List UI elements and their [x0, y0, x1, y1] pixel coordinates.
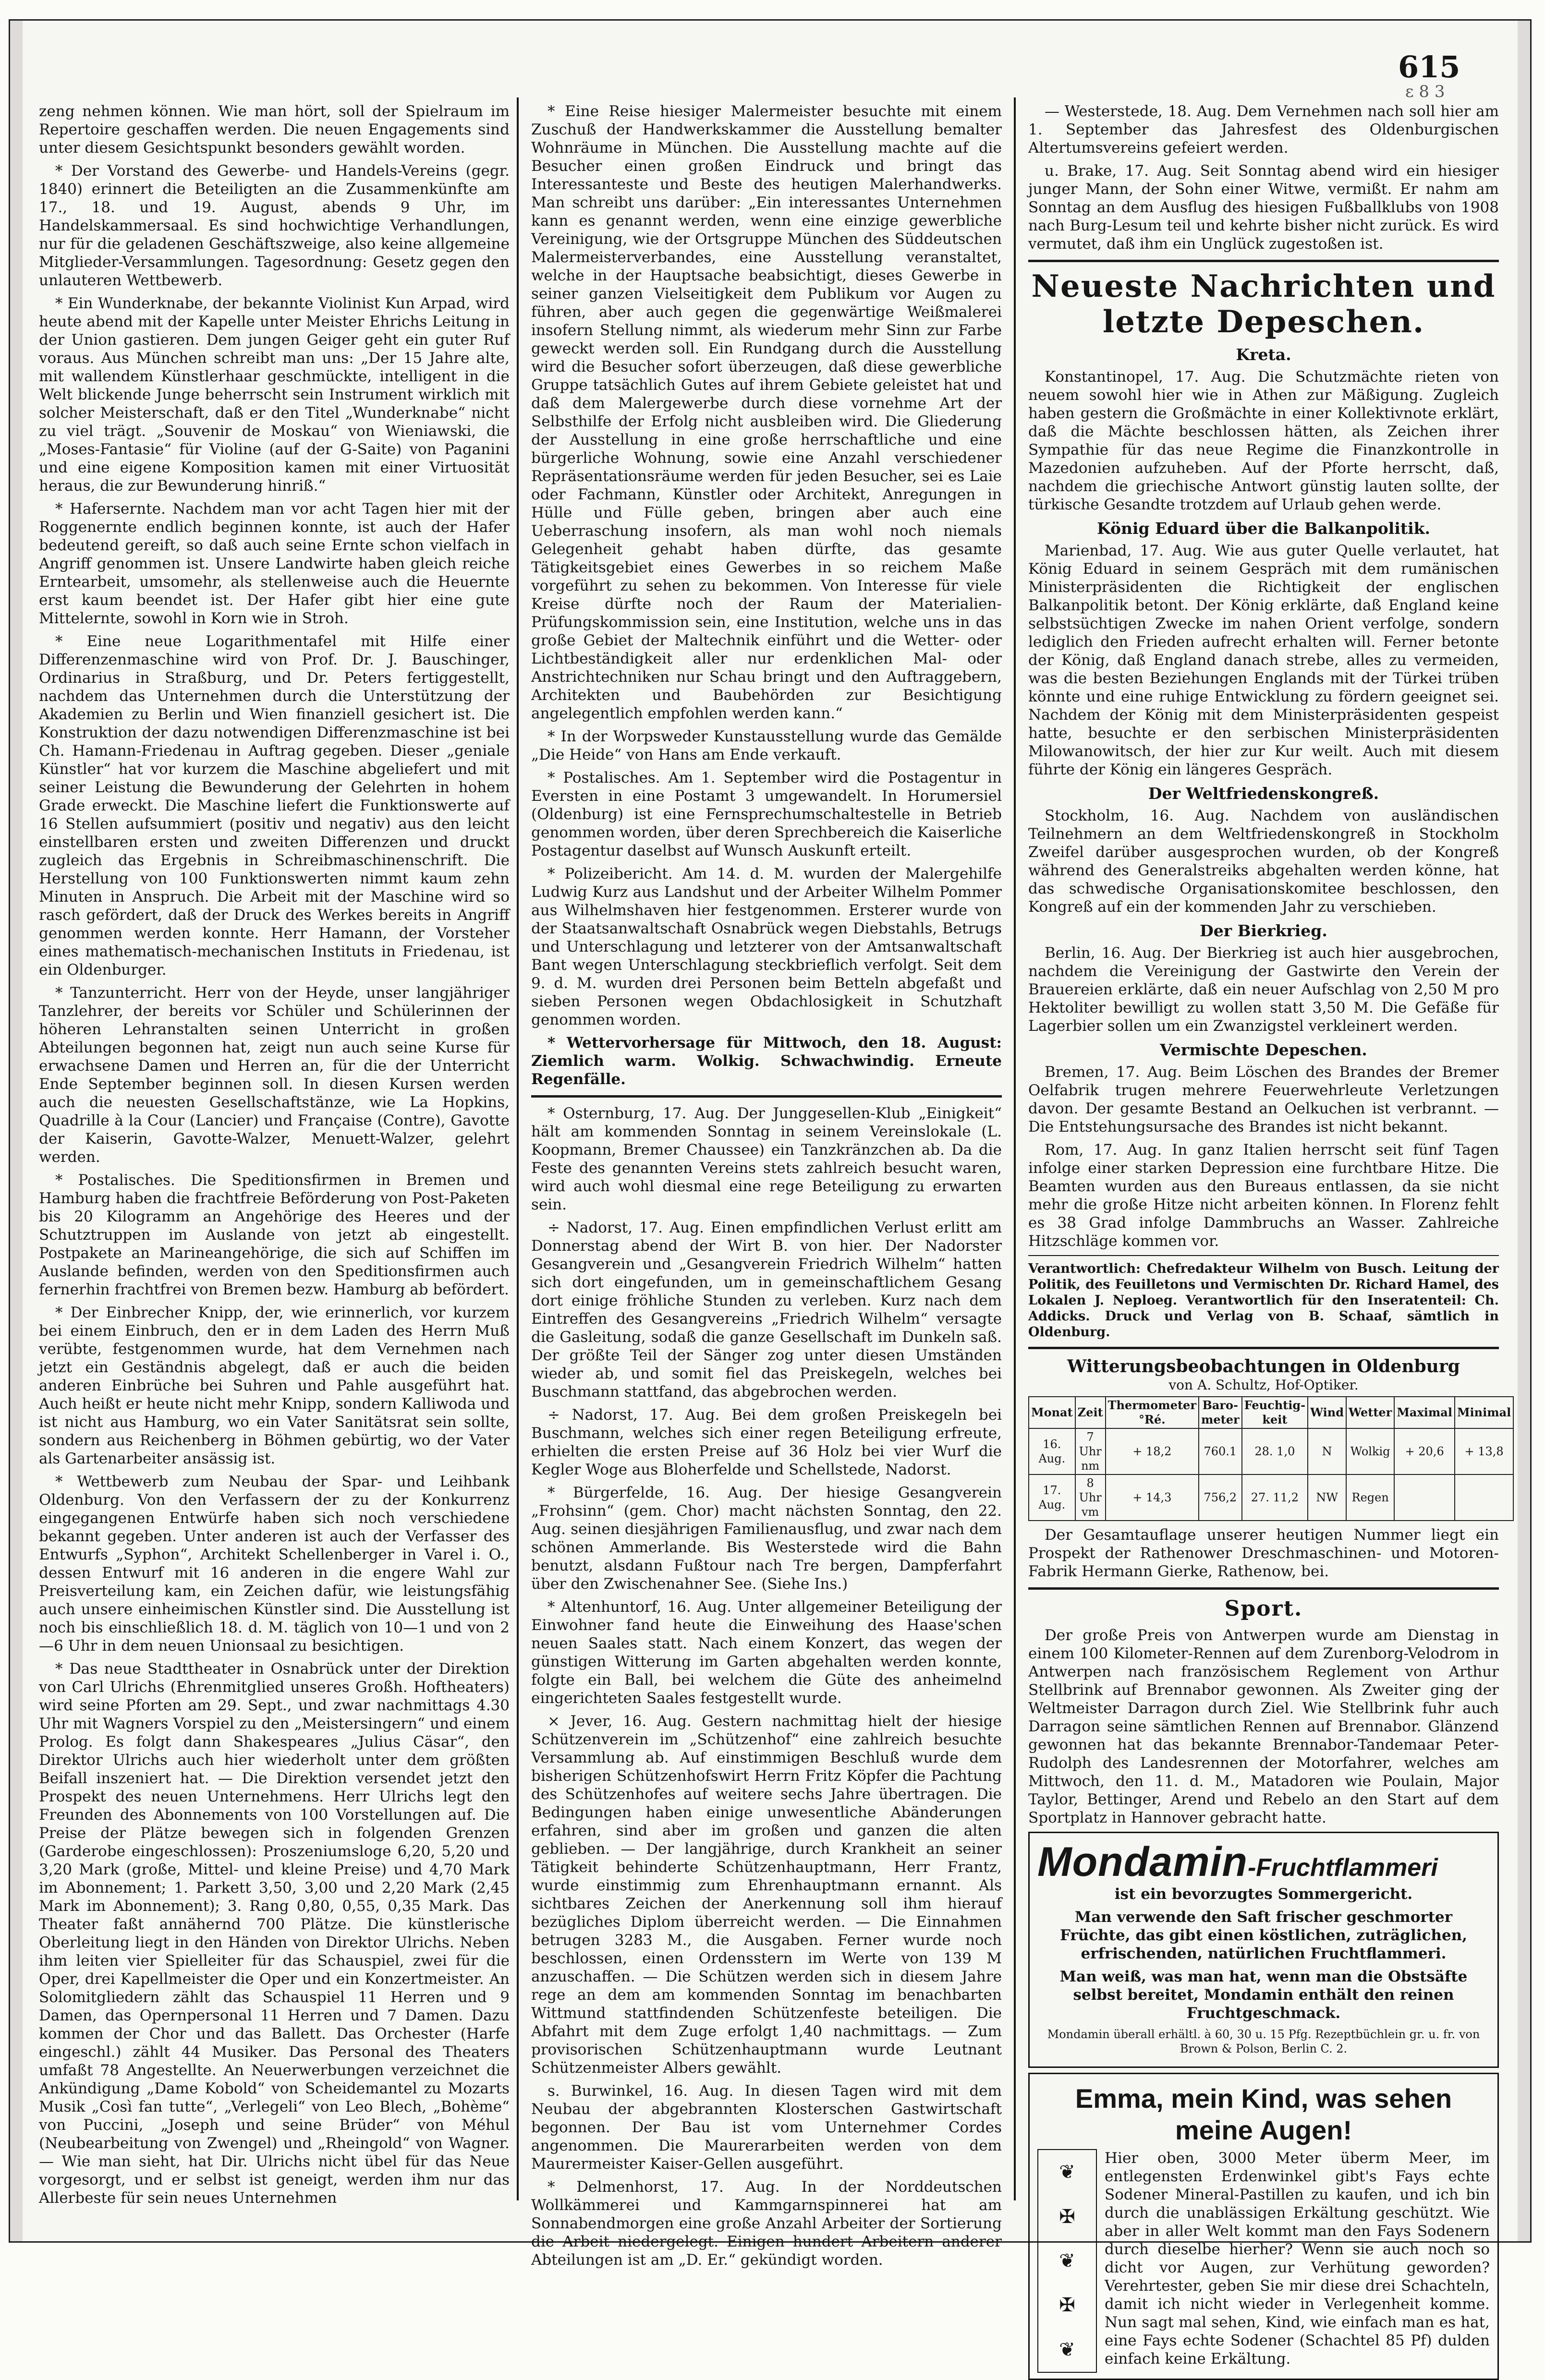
section-divider: [1028, 1587, 1499, 1590]
supplement-notice: Der Gesamtauflage unserer heutigen Nummer liegt ein Prospekt der Rathenower Dreschmaschinen- und Motoren-Fabrik Hermann Gierke, Rathenow, bei.: [1028, 1526, 1499, 1580]
dispatch-paragraph: Bremen, 17. Aug. Beim Löschen des Brandes der Bremer Oelfabrik trugen mehrere Feuerwehrleute Verletzungen davon. Der gesamte Bestand an Oelkuchen ist verbrannt. — Die Entstehungsursache des Brandes ist nicht bekannt.: [1028, 1063, 1499, 1136]
table-header-row: [1029, 1397, 1513, 1428]
subsection-title: Der Weltfriedenskongreß.: [1148, 784, 1379, 803]
section-divider: [1028, 1255, 1499, 1256]
table-cell: 7 Uhr nm: [1075, 1428, 1106, 1474]
page-number-sub: ε 8 3: [1405, 82, 1445, 101]
table-cell: N: [1308, 1428, 1346, 1474]
weather-subtitle: von A. Schultz, Hof-Optiker.: [1168, 1377, 1359, 1393]
subsection-title: Vermischte Depeschen.: [1160, 1040, 1367, 1059]
sodener-ad-title: Emma, mein Kind, was sehen meine Augen!: [1075, 2083, 1452, 2145]
dispatch-paragraph: Stockholm, 16. Aug. Nachdem von ausländischen Teilnehmern an dem Weltfriedenskongreß in Stockholm Zweifel darüber ausgesprochen wurden, ob der Kongreß während des Generalstreiks abgehalten werden könne, hat das schwedische Organisationskomitee beschlossen, den Kongreß auf ein der kommenden Jahr zu verschieben.: [1028, 807, 1499, 916]
table-header: Wind: [1308, 1397, 1346, 1428]
article-paragraph: * Eine neue Logarithmentafel mit Hilfe einer Differenzenmaschine wird von Prof. Dr. J. Bauschinger, Ordinarius in Straßburg, und Dr. Peters fertiggestellt, nachdem das Unternehmen durch die Unterstützung der Akademien zu Berlin und Wien finanziell gesichert ist. Die Konstruktion der dazu notwendigen Differenzmaschine ist bei Ch. Hamann-Friedenau in Auftrag gegeben. Dieser „geniale Künstler“ hat vor kurzem die Maschine abgeliefert und mit seiner Leistung die Bewunderung der Gelehrten in hohem Grade erweckt. Die Maschine liefert die Funktionswerte auf 16 Stellen aufsummiert (positiv und negativ) aus den leicht einstellbaren ersten und zweiten Differenzen und druckt zugleich das Ergebnis in Schreibmaschinenschrift. Die Herstellung von 100 Funktionswerten nimmt kaum zehn Minuten in Anspruch. Die Arbeit mit der Maschine wird so rasch gefördert, daß der Druck des Werkes bereits in Angriff genommen werden konnte. Herr Hamann, der Vorsteher eines mathematisch-mechanischen Instituts in Friedenau, ist ein Oldenburger.: [39, 633, 510, 979]
table-cell: [1394, 1474, 1455, 1521]
column-rule: [517, 97, 519, 2200]
mondamin-fineprint: Mondamin überall erhältl. à 60, 30 u. 15 Pfg. Rezeptbüchlein gr. u. fr. von Brown & Polson, Berlin C. 2.: [1047, 2028, 1480, 2055]
latest-news-heading: Neueste Nachrichten und letzte Depeschen.: [1031, 268, 1496, 340]
article-paragraph: — Westerstede, 18. Aug. Dem Vernehmen nach soll hier am 1. September das Jahresfest des Oldenburgischen Altertumsvereins gefeiert werden.: [1028, 103, 1499, 157]
mondamin-text: ist ein bevorzugtes Sommergericht.: [1114, 1885, 1413, 1903]
article-paragraph: * Der Vorstand des Gewerbe- und Handels-Vereins (gegr. 1840) erinnert die Beteiligten an die Zusammenkünfte am 17., 18. und 19. August, abends 9 Uhr, im Handelskammersaal. Es sind hochwichtige Verhandlungen, nur für die geladenen Geschäftszweige, also keine allgemeine Mitglieder-Versammlungen. Tagesordnung: Gesetz gegen den unlauteren Wettbewerb.: [39, 162, 510, 289]
weather-title: Witterungsbeobachtungen in Oldenburg: [1067, 1356, 1460, 1377]
mondamin-text: Man verwende den Saft frischer geschmorter Früchte, das gibt einen köstlichen, zuträglichen, erfrischenden, natürlichen Fruchtflammeri.: [1059, 1909, 1468, 1962]
article-paragraph: zeng nehmen können. Wie man hört, soll der Spielraum im Repertoire geschaffen werden. Die neuen Engagements sind unter diesem Gesichtspunkt besonders gewählt worden.: [39, 103, 510, 157]
table-cell: 27. 11,2: [1242, 1474, 1308, 1521]
local-news-paragraph: ÷ Nadorst, 17. Aug. Einen empfindlichen Verlust erlitt am Donnerstag abend der Wirt B. von hier. Der Nadorster Gesangverein und „Gesangverein Friedrich Wilhelm“ hatten sich dort eingefunden, um in gemeinschaftlichem Gesang dort einige fröhliche Stunden zu verleben. Kurz nach dem Eintreffen des Gesangvereins „Friedrich Wilhelm“ versagte die Gasleitung, sodaß die ganze Gesellschaft im Dunkeln saß. Der größte Teil der Sänger zog unter diesen Umständen wieder ab, und somit fiel das Preiskegeln, welches bei Buschmann stattfand, das abgebrochen werden.: [531, 1219, 1002, 1401]
table-cell: Regen: [1346, 1474, 1394, 1521]
decorative-ornament-icon: ❦ ✠ ❦ ✠ ❦: [1037, 2149, 1097, 2373]
local-news-paragraph: s. Burwinkel, 16. Aug. In diesen Tagen wird mit dem Neubau der abgebrannten Klosterschen Gastwirtschaft begonnen. Der Bau ist vom Unternehmer Cordes angenommen. Die Maurerarbeiten werden von dem Maurermeister Kaiser-Gellen ausgeführt.: [531, 2082, 1002, 2173]
mondamin-advertisement: [1028, 1832, 1499, 2068]
table-cell: 28. 1,0: [1242, 1428, 1308, 1474]
weather-forecast: * Wettervorhersage für Mittwoch, den 18. August: Ziemlich warm. Wolkig. Schwachwindig. Erneute Regenfälle.: [531, 1034, 1002, 1088]
weather-table: [1028, 1396, 1514, 1521]
column-1: [39, 102, 510, 2205]
sodener-ad-text: Hier oben, 3000 Meter überm Meer, im entlegensten Erdenwinkel gibt's Fays echte Sodener Mineral-Pastillen zu kaufen, und ich bin durch die unablässigen Erkältung geschützt. Wie aber in aller Welt kommt man den Fays Sodenern durch dieselbe hierher? Wenn sie auch noch so dicht vor Augen, zur Verhütung geworden? Verehrtester, geben Sie mir diese drei Schachteln, damit ich nicht wieder in Verlegenheit komme. Nun sagt mal sehen, Kind, wie einfach man es hat, eine Fays echte Sodener (Schachtel 85 Pf) dulden einfach keine Erkältung.: [1105, 2150, 1490, 2368]
sodener-advertisement: [1028, 2073, 1499, 2380]
local-news-paragraph: × Jever, 16. Aug. Gestern nachmittag hielt der hiesige Schützenverein im „Schützenhof“ eine zahlreich besuchte Versammlung ab. Auf einstimmigen Beschluß wurde dem bisherigen Schützenhofswirt Herrn Fritz Köpfer die Pachtung des Schützenhofes auf weitere sechs Jahre übertragen. Die Bedingungen haben einige unwesentliche Abänderungen erfahren, sind aber im großen und ganzen die alten geblieben. — Der langjährige, durch Krankheit an seiner Tätigkeit behinderte Schützenhauptmann, Herr Frantz, wurde einstimmig zum Ehrenhauptmann ernannt. Als sichtbares Zeichen der Anerkennung soll ihm hierauf bezügliches Diplom überreicht werden. — Die Einnahmen betrugen 3283 M., die Ausgaben. Ferner wurde noch beschlossen, einen Ordensstern im Werte von 139 M anzuschaffen. — Die Schützen werden sich in diesem Jahre rege an dem am kommenden Sonntag im benachbarten Wittmund stattfindenden Schützenfeste beteiligen. Die Abfahrt mit dem Zuge erfolgt 1,40 nachmittags. — Zum provisorischen Schützenhauptmann wurde Leutnant Schützenmeister Albers gewählt.: [531, 1713, 1002, 2077]
table-header: Thermometer °Ré.: [1106, 1397, 1199, 1428]
subsection-title: Der Bierkrieg.: [1200, 921, 1327, 940]
article-paragraph: * Postalisches. Am 1. September wird die Postagentur in Eversten in eine Postamt 3 umgewandelt. In Horumersiel (Oldenburg) ist eine Fernsprechumschaltestelle in Betrieb genommen worden, über deren Sprechbereich die Kaiserliche Postagentur daselbst auf Wunsch Auskunft erteilt.: [531, 769, 1002, 859]
subsection-title: Kreta.: [1236, 345, 1291, 364]
table-cell: + 18,2: [1106, 1428, 1199, 1474]
section-divider: [1028, 1347, 1499, 1349]
dispatch-paragraph: Marienbad, 17. Aug. Wie aus guter Quelle verlautet, hat König Eduard in seinem Gespräch mit dem rumänischen Ministerpräsidenten die Richtigkeit der englischen Balkanpolitik betont. Der König erklärte, daß England keine selbstsüchtigen Zwecke im nahen Orient verfolge, sondern lediglich den Frieden aufrecht erhalten will. Ferner betonte der König, daß England danach strebe, alles zu vermeiden, was die besten Beziehungen Englands mit der Türkei trüben könnte und eine ruhige Entwicklung zu fördern geeignet sei. Nachdem der König mit dem Ministerpräsidenten gespeist hatte, besuchte er den serbischen Ministerpräsidenten Milowanowitsch, der hier zur Kur weilt. Auch mit diesem führte der König ein längeres Gespräch.: [1028, 542, 1499, 778]
table-header: Maximal: [1394, 1397, 1455, 1428]
table-cell: 756,2: [1199, 1474, 1242, 1521]
sodener-ad-body: [1037, 2149, 1490, 2373]
mondamin-text: Man weiß, was man hat, wenn man die Obstsäfte selbst bereitet, Mondamin enthält den reinen Fruchtgeschmack.: [1059, 1968, 1468, 2022]
table-row: [1029, 1428, 1513, 1474]
article-paragraph: * Wettbewerb zum Neubau der Spar- und Leihbank Oldenburg. Von den Verfassern der zu der Konkurrenz eingegangenen Entwürfe haben sich noch verschiedene bekannt gegeben. Unter anderen ist auch der Verfasser des Entwurfs „Syphon“, Architekt Schellenberger in Varel i. O., dessen Entwurf mit 16 anderen in die engere Wahl zur Preisverteilung kam, ein Zeichen dafür, wie leistungsfähig auch unsere einheimischen Künstler sind. Die Ausstellung ist noch bis einschließlich 18. d. M. täglich von 10—1 und von 2—6 Uhr in dem neuen Unionsaal zu besichtigen.: [39, 1473, 510, 1655]
table-header: Minimal: [1455, 1397, 1513, 1428]
article-paragraph: * Das neue Stadttheater in Osnabrück unter der Direktion von Carl Ulrichs (Ehrenmitglied unseres Großh. Hoftheaters) wird seine Pforten am 29. Sept., und zwar nachmittags 4.30 Uhr mit Wagners Vorspiel zu den „Meistersingern“ und einem Prolog. Es folgt dann Shakespeares „Julius Cäsar“, den Direktor Ulrichs auch hier wiederholt unter dem größten Beifall inszeniert hat. — Die Direktion versendet jetzt den Prospekt des neuen Unternehmens. Herr Ulrichs legt den Freunden des Abonnements von 100 Vorstellungen auf. Die Preise der Plätze bewegen sich in folgenden Grenzen (Garderobe eingeschlossen): Proszeniumsloge 6,20, 5,20 und 3,20 Mark (große, Mittel- und kleine Preise) und 4,70 Mark im Abonnement; 1. Parkett 3,50, 3,00 und 2,20 Mark (2,45 Mark im Abonnement); 3. Rang 0,80, 0,55, 0,35 Mark. Das Theater faßt annähernd 700 Plätze. Die künstlerische Oberleitung liegt in den Händen von Direktor Ulrichs. Neben ihm leiten vier Spielleiter für das Schauspiel, zwei für die Oper, drei Kapellmeister die Oper und ein Konzertmeister. An Solomitgliedern zählt das Schauspiel 11 Herren und 9 Damen, das Opernpersonal 11 Herren und 7 Damen. Dazu kommen der Chor und das Ballett. Das Orchester (Harfe eingeschl.) zählt 44 Musiker. Das Personal des Theaters umfaßt 78 Angestellte. An Neuerwerbungen verzeichnet die Ankündigung „Dame Kobold“ von Scheidemantel zu Mozarts Musik „Così fan tutte“, „Verlegeli“ von Leo Blech, „Bohème“ von Puccini, „Joseph und seine Brüder“ von Méhul (Neubearbeitung von Zwengel) und „Rheingold“ von Wagner. — Wie man sieht, hat Dir. Ulrichs nicht übel für das Neue vorgesorgt, und er selbst ist geneigt, werden ihm nur das Allerbeste für sein neues Unternehmen: [39, 1660, 510, 2207]
column-3: [1028, 102, 1511, 2368]
table-cell: NW: [1308, 1474, 1346, 1521]
table-header: Zeit: [1075, 1397, 1106, 1428]
column-2: [531, 102, 1002, 2269]
table-cell: + 13,8: [1455, 1428, 1513, 1474]
dispatch-paragraph: Rom, 17. Aug. In ganz Italien herrscht seit fünf Tagen infolge einer starken Depression eine furchtbare Hitze. Die Beamten wurden aus den Bureaus entlassen, da sie nicht mehr die große Hitze nicht arbeiten können. In Florenz fehlt es 38 Grad infolge Dammbruchs an Wasser. Zahlreiche Hitzschläge kommen vor.: [1028, 1141, 1499, 1250]
weather-observations: [1028, 1356, 1511, 1521]
article-paragraph: * Der Einbrecher Knipp, der, wie erinnerlich, vor kurzem bei einem Einbruch, den er in dem Laden des Herrn Muß verübte, festgenommen wurde, hat dem Vernehmen nach jetzt ein Geständnis abgelegt, daß er auch die beiden anderen Einbrüche bei Suhren und Pahle ausgeführt hat. Auch heißt er heute nicht mehr Knipp, sondern Kalliwoda und ist nicht aus Hamburg, wo ein Vater Sanitätsrat sein sollte, sondern aus Reichenberg in Böhmen gebürtig, wo der Vater als Gartenarbeiter ansässig ist.: [39, 1304, 510, 1467]
table-cell: + 14,3: [1106, 1474, 1199, 1521]
article-paragraph: * Eine Reise hiesiger Malermeister besuchte mit einem Zuschuß der Handwerkskammer die Ausstellung bemalter Wohnräume in München. Die Ausstellung machte auf die Besucher einen großen Eindruck und bringt das Interessanteste und Beste des heutigen Malerhandwerks. Man schreibt uns darüber: „Ein interessantes Unternehmen kann es genannt werden, wenn eine einzige gewerbliche Vereinigung, wie der Ortsgruppe München des Süddeutschen Malermeisterverbandes, eine Ausstellung veranstaltet, welche in der Hauptsache beabsichtigt, dieses Gewerbe in seiner ganzen Vielseitigkeit dem Publikum vor Augen zu führen, aber auch gegen die gegenwärtige Weißmalerei insofern Stellung nimmt, als wiederum mehr Sinn zur Farbe geweckt werden soll. Ein Rundgang durch die Ausstellung wird die Besucher sofort überzeugen, daß diese gewerbliche Gruppe tatsächlich Gutes auf ihrem Gebiete geleistet hat und daß dem Malergewerbe durch diese vornehme Art der Selbsthilfe der Erfolg nicht ausbleiben wird. Die Gliederung der Ausstellung in eine große herrschaftliche und eine bürgerliche Wohnung, sowie eine Anzahl verschiedener Repräsentationsräume werden für jeden Besucher, sei es Laie oder Fachmann, Künstler oder Architekt, Anregungen in Hülle und Fülle geben, bringen aber auch eine Ueberraschung insofern, als man wohl noch niemals Gelegenheit gehabt haben dürfte, das gesamte Tätigkeitsgebiet eines Gewerbes in so reichem Maße vorgeführt zu sehen zu bekommen. Von Interesse für viele Kreise dürfte noch der Raum der Materialien-Prüfungskommission sein, eine Institution, welche uns in das große Gebiet der Maltechnik einführt und die Wetter- oder Lichtbeständigkeit aller nur erdenklichen Mal- oder Anstrichtechniken nur Schau bringt und den Auftraggebern, Architekten und Baubehörden zur Besichtigung angelegentlich empfohlen werden kann.“: [531, 103, 1002, 722]
article-paragraph: * Polizeibericht. Am 14. d. M. wurden der Malergehilfe Ludwig Kurz aus Landshut und der Arbeiter Wilhelm Pommer aus Wilhelmshaven hier festgenommen. Ersterer wurde von der Staatsanwaltschaft Osnabrück wegen Diebstahls, Betrugs und Unterschlagung und letzterer von der Amtsanwaltschaft Bant wegen Unterschlagung steckbrieflich verfolgt. Seit dem 9. d. M. wurden drei Personen beim Betteln abgefaßt und sieben Personen wegen Obdachlosigkeit in Schutzhaft genommen worden.: [531, 865, 1002, 1028]
table-header: Wetter: [1346, 1397, 1394, 1428]
table-header: Baro-meter: [1199, 1397, 1242, 1428]
table-cell: + 20,6: [1394, 1428, 1455, 1474]
page-number: 615: [1398, 49, 1460, 85]
article-paragraph: * Ein Wunderknabe, der bekannte Violinist Kun Arpad, wird heute abend mit der Kapelle unter Meister Ehrichs Leitung in der Union gastieren. Dem jungen Geiger geht ein guter Ruf voraus. Aus München schreibt man uns: „Der 15 Jahre alte, mit wallendem Künstlerhaar geschmückte, intelligent in die Welt blickende Junge beherrscht sein Instrument wirklich mit solcher Meisterschaft, daß er den Titel „Wunderknabe“ nicht zu viel trägt. „Souvenir de Moskau“ von Wieniawski, die „Moses-Fantasie“ für Violine (auf der G-Saite) von Paganini und eine eigene Komposition kamen mit einer Virtuosität heraus, die zur Bewunderung hinriß.“: [39, 295, 510, 495]
mondamin-brand: [1037, 1839, 1490, 1885]
local-news-paragraph: * Delmenhorst, 17. Aug. In der Norddeutschen Wollkämmerei und Kammgarnspinnerei hat am Sonnabendmorgen eine große Anzahl Arbeiter der Sortierung die Arbeit niedergelegt. Einigen hundert Arbeitern anderer Abteilungen ist am „D. Er.“ gekündigt worden.: [531, 2178, 1002, 2269]
binding-shadow-right: [1518, 21, 1530, 2241]
table-cell: 8 Uhr vm: [1075, 1474, 1106, 1521]
table-header: Monat: [1029, 1397, 1075, 1428]
article-paragraph: * Hafersernte. Nachdem man vor acht Tagen hier mit der Roggenernte endlich beginnen konnte, ist auch der Hafer bedeutend gereift, so daß auch seine Ernte schon vielfach in Angriff genommen ist. Unsere Landwirte haben gleich reiche Erntearbeit, umsomehr, als stellenweise auch die Heuernte erst kaum beendet ist. Der Hafer gibt hier eine gute Mittelernte, sowohl in Korn wie in Stroh.: [39, 500, 510, 627]
local-news-paragraph: ÷ Nadorst, 17. Aug. Bei dem großen Preiskegeln bei Buschmann, welches sich einer regen Beteiligung erfreute, erhielten die ersten Preise auf 36 Holz bei vier Wurf die Kegler Woge aus Bloherfelde und Schellstede, Nadorst.: [531, 1406, 1002, 1478]
section-divider: [531, 1095, 1002, 1098]
table-cell: 16. Aug.: [1029, 1428, 1075, 1474]
local-news-paragraph: * Altenhuntorf, 16. Aug. Unter allgemeiner Beteiligung der Einwohner fand heute die Einweihung des Haase'schen neuen Saales statt. Nach einem Konzert, das wegen der günstigen Witterung im Garten abgehalten werden konnte, folgte ein Ball, bei welchem die Güte des anheimelnd eingerichteten Saales festgestellt wurde.: [531, 1598, 1002, 1707]
local-news-paragraph: * Bürgerfelde, 16. Aug. Der hiesige Gesangverein „Frohsinn“ (gem. Chor) macht nächsten Sonntag, den 22. Aug. seinen diesjährigen Familienausflug, und zwar nach dem schönen Ammerlande. Bis Westerstede wird die Bahn benutzt, alsdann Fußtour nach Tre bergen, Dampferfahrt über den Zwischenahner See. (Siehe Ins.): [531, 1484, 1002, 1593]
section-divider: [1028, 260, 1499, 262]
table-row: [1029, 1474, 1513, 1521]
column-rule: [1014, 97, 1016, 2200]
mondamin-subtitle: -Fruchtflammeri: [1247, 1854, 1438, 1882]
dispatch-paragraph: Berlin, 16. Aug. Der Bierkrieg ist auch hier ausgebrochen, nachdem die Vereinigung der Gastwirte den Verein der Brauereien erklärte, daß ein neuer Aufschlag von 2,50 M pro Hektoliter bewilligt zu wollen statt 3,50 M. Die Gefäße für Lagerbier sollen um ein Zwanzigstel verkleinert werden.: [1028, 944, 1499, 1035]
mondamin-title: Mondamin: [1037, 1839, 1248, 1885]
sport-paragraph: Der große Preis von Antwerpen wurde am Dienstag in einem 100 Kilometer-Rennen auf dem Zurenborg-Velodrom in Antwerpen nach französischem Reglement von Arthur Stellbrink auf Brennabor gewonnen. Als Zweiter ging der Weltmeister Darragon durch Ziel. Wie Stellbrink fuhr auch Darragon seine sämtlichen Rennen auf Brennabor. Glänzend gewonnen hat das bekannte Brennabor-Tandemaar Peter-Rudolph des Landesrennen der Motorfahrer, welches am Mittwoch, den 11. d. M., Matadoren wie Poulain, Major Taylor, Bettinger, Arend und Rebelo an den Start auf dem Sportplatz in Hannover gebracht hatte.: [1028, 1627, 1499, 1826]
newspaper-page: [9, 19, 1532, 2368]
table-cell: 17. Aug.: [1029, 1474, 1075, 1521]
sport-heading: Sport.: [1224, 1596, 1303, 1621]
binding-shadow-left: [10, 21, 23, 2241]
article-paragraph: u. Brake, 17. Aug. Seit Sonntag abend wird ein hiesiger junger Mann, der Sohn einer Witwe, vermißt. Er nahm am Sonntag an dem Ausflug des hiesigen Fußballklubs von 1908 nach Burg-Lesum teil und kehrte bisher nicht zurück. Es wird vermutet, daß ihm ein Unglück zugestoßen ist.: [1028, 162, 1499, 253]
table-cell: Wolkig: [1346, 1428, 1394, 1474]
article-paragraph: * In der Worpsweder Kunstausstellung wurde das Gemälde „Die Heide“ von Hans am Ende verkauft.: [531, 728, 1002, 763]
table-header: Feuchtig-keit: [1242, 1397, 1308, 1428]
table-cell: 760.1: [1199, 1428, 1242, 1474]
article-paragraph: * Tanzunterricht. Herr von der Heyde, unser langjähriger Tanzlehrer, der bereits vor Schüler und Schülerinnen der höheren Lehranstalten seinen Unterricht in großen Abteilungen begonnen hat, zeigt nun auch seine Kurse für erwachsene Damen und Herren an, für die der Unterricht Ende September beginnen soll. In diesen Kursen werden auch die neuesten Gesellschaftstänze, wie La Hopkins, Quadrille à la Cour (Lancier) und Française (Contre), Gavotte der Kaiserin, Gavotte-Walzer, Menuett-Walzer, gelehrt werden.: [39, 984, 510, 1166]
imprint: Verantwortlich: Chefredakteur Wilhelm von Busch. Leitung der Politik, des Feuilletons und Vermischten Dr. Richard Hamel, des Lokalen J. Neploeg. Verantwortlich für den Inseratenteil: Ch. Addicks. Druck und Verlag von B. Schaaf, sämtlich in Oldenburg.: [1028, 1261, 1499, 1340]
subsection-title: König Eduard über die Balkanpolitik.: [1097, 519, 1430, 538]
table-cell: [1455, 1474, 1513, 1521]
dispatch-paragraph: Konstantinopel, 17. Aug. Die Schutzmächte rieten von neuem sowohl hier wie in Athen zur Mäßigung. Zugleich haben gestern die Großmächte in einer Kollektivnote erklärt, daß die Mächte beschlossen hätten, als Zeichen ihrer Sympathie für das neue Regime die Finanzkontrolle in Mazedonien aufzuheben. Auf der Pforte herrscht, daß, nachdem die griechische Antwort günstig lauten sollte, der türkische Gesandte trotzdem auf Urlaub gehen werde.: [1028, 368, 1499, 513]
local-news-paragraph: * Osternburg, 17. Aug. Der Junggesellen-Klub „Einigkeit“ hält am kommenden Sonntag in seinem Vereinslokale (L. Koopmann, Bremer Chaussee) ein Tanzkränzchen ab. Da die Feste des genannten Vereins stets zahlreich besucht waren, wird auch wohl diesmal eine rege Beteiligung zu erwarten sein.: [531, 1105, 1002, 1213]
article-paragraph: * Postalisches. Die Speditionsfirmen in Bremen und Hamburg haben die frachtfreie Beförderung von Post-Paketen bis 20 Kilogramm an Angehörige des Heeres und der Schutztruppen im Auslande von jetzt ab eingestellt. Postpakete an Marineangehörige, die sich auf Schiffen im Auslande befinden, werden von den Speditionsfirmen auch fernerhin frachtfrei von Bremen bezw. Hamburg ab befördert.: [39, 1172, 510, 1298]
